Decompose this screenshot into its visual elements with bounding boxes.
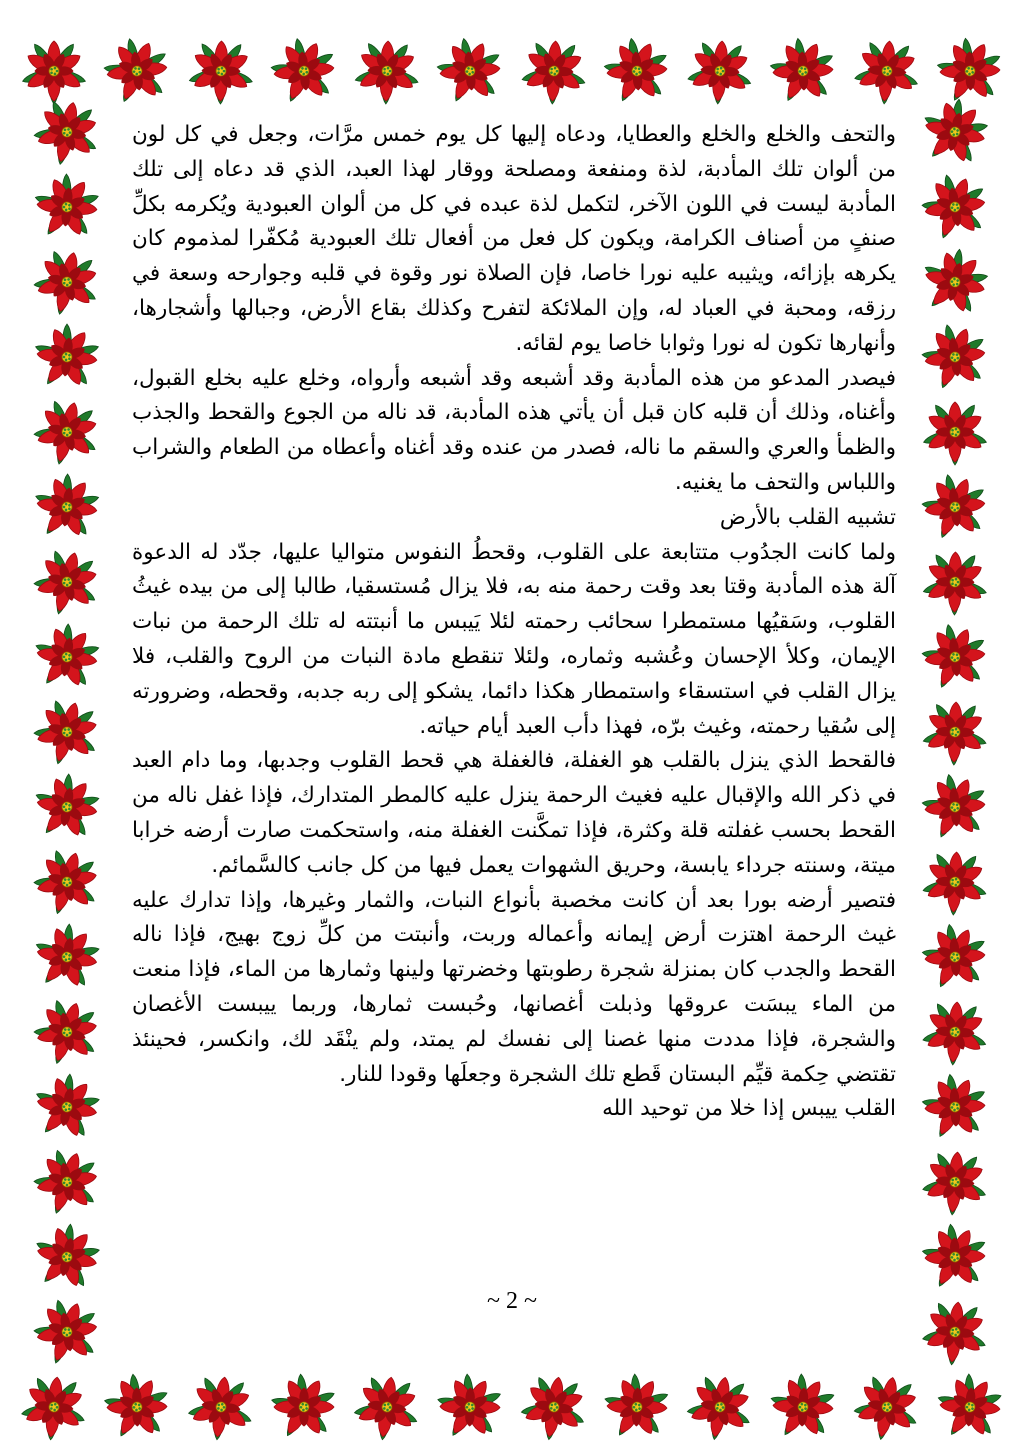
poinsettia-icon	[767, 35, 839, 107]
poinsettia-icon	[919, 96, 991, 168]
poinsettia-icon	[185, 35, 257, 107]
poinsettia-icon	[919, 696, 991, 768]
poinsettia-icon	[31, 471, 103, 543]
paragraph: والتحف والخلع والخلع والعطايا، ودعاه إليها كل يوم خمس مرَّات، وجعل في كل لون من ألوان تلك المأدبة، لذة ومنفعة ومصلحة ووقار لهذا العبد، الذي قد دعاه إلى تلك المأدبة ليست في اللون الآخر، لتكمل لذة عبده في كل من ألوان العبودية ويُكرمه بكلِّ صنفٍ من أصناف الكرامة، ويكون كل فعل من أفعال تلك العبودية مُكفّرا لمذموم كان يكرهه بإزائه، ويثيبه عليه نورا خاصا، فإن الصلاة نور وقوة في قلبه وجوارحه وسعة في رزقه، ومحبة في العباد له، وإن الملائكة لتفرح وكذلك بقاع الأرض، وجبالها وأشجارها، وأنهارها تكون له نورا وثوابا خاصا يوم لقائه.	[132, 122, 896, 356]
poinsettia-icon	[919, 171, 991, 243]
poinsettia-icon	[919, 846, 991, 918]
poinsettia-icon	[919, 1221, 991, 1293]
poinsettia-icon	[31, 321, 103, 393]
poinsettia-icon	[919, 396, 991, 468]
poinsettia-icon	[934, 1371, 1006, 1443]
page-number: ~ 2 ~	[487, 1288, 537, 1314]
poinsettia-icon	[101, 1371, 173, 1443]
bottom-border	[18, 1370, 1006, 1444]
poinsettia-icon	[919, 471, 991, 543]
top-border	[18, 34, 1006, 108]
poinsettia-icon	[31, 1071, 103, 1143]
paragraph: فتصير أرضه بورا بعد أن كانت مخصبة بأنواع النبات، والثمار وغيرها، وإذا تدارك عليه غيث الرحمة اهتزت أرض إيمانه وأعماله وربت، وأنبتت من كلِّ زوج بهيج، فإذا ناله القحط والجدب كان بمنزلة شجرة رطوبتها وخضرتها ولينها وثمارها من الماء، فإذا منعت من الماء يبسَت عروقها وذبلت أغصانها، وحُبست ثمارها، وربما ييبست الأغصان والشجرة، فإذا مددت منها غصنا إلى نفسك لم يمتد، ولم ينْقَد لك، وانكسر، فحينئذ تقتضي حِكمة قيِّم البستان قَطع تلك الشجرة وجعلَها وقودا للنار.	[132, 887, 896, 1087]
poinsettia-icon	[101, 35, 173, 107]
poinsettia-icon	[31, 546, 103, 618]
poinsettia-icon	[851, 35, 923, 107]
poinsettia-icon	[31, 1221, 103, 1293]
left-border	[30, 96, 104, 1368]
poinsettia-icon	[919, 621, 991, 693]
poinsettia-icon	[601, 35, 673, 107]
poinsettia-icon	[31, 621, 103, 693]
paragraph: ولما كانت الجدُوب متتابعة على القلوب، وقحطُ النفوس متواليا عليها، جدّد له الدعوة آلة هذه المأدبة وقتا بعد وقت رحمة منه به، فلا يزال مُستسقيا، طالبا إلى من بيده غيثُ القلوب، وسَقيُها مستمطرا سحائب رحمته لئلا يَيبس ما أنبتته له تلك الرحمة من نبات الإيمان، وكلأ الإحسان وعُشبه وثماره، ولئلا تنقطع مادة النبات من الروح والقلب، فلا يزال القلب في استسقاء واستمطار هكذا دائما، يشكو إلى ربه جدبه، وقحطه، وضرورته إلى سُقيا رحمته، وغيث برّه، فهذا دأب العبد أيام حياته.	[132, 539, 896, 739]
poinsettia-icon	[518, 1371, 590, 1443]
poinsettia-icon	[919, 1071, 991, 1143]
poinsettia-icon	[351, 35, 423, 107]
poinsettia-icon	[31, 171, 103, 243]
poinsettia-icon	[268, 1371, 340, 1443]
right-border	[918, 96, 992, 1368]
paragraph: فالقحط الذي ينزل بالقلب هو الغفلة، فالغفلة هي قحط القلوب وجدبها، وما دام العبد في ذكر الله والإقبال عليه فغيث الرحمة ينزل عليه كالمطر المتدارك، فإذا غفل ناله من القحط بحسب غفلته قلة وكثرة، فإذا تمكَّنت الغفلة منه، واستحكمت صارت أرضه خرابا ميتة، وسنته جرداء يابسة، وحريق الشهوات يعمل فيها من كل جانب كالسَّمائم.	[132, 748, 896, 878]
poinsettia-icon	[268, 35, 340, 107]
poinsettia-icon	[919, 1146, 991, 1218]
poinsettia-icon	[31, 246, 103, 318]
poinsettia-icon	[434, 35, 506, 107]
poinsettia-icon	[434, 1371, 506, 1443]
poinsettia-icon	[31, 996, 103, 1068]
poinsettia-icon	[518, 35, 590, 107]
poinsettia-icon	[767, 1371, 839, 1443]
poinsettia-icon	[851, 1371, 923, 1443]
section-heading: القلب ييبس إذا خلا من توحيد الله	[602, 1096, 896, 1122]
poinsettia-icon	[31, 1296, 103, 1368]
section-heading: تشبيه القلب بالأرض	[719, 504, 896, 530]
poinsettia-icon	[31, 1146, 103, 1218]
body-text	[132, 118, 896, 1338]
poinsettia-icon	[684, 1371, 756, 1443]
poinsettia-icon	[185, 1371, 257, 1443]
poinsettia-icon	[18, 1371, 90, 1443]
poinsettia-icon	[919, 321, 991, 393]
poinsettia-icon	[31, 846, 103, 918]
poinsettia-icon	[31, 771, 103, 843]
poinsettia-icon	[919, 996, 991, 1068]
poinsettia-icon	[31, 96, 103, 168]
poinsettia-icon	[919, 246, 991, 318]
poinsettia-icon	[919, 1296, 991, 1368]
poinsettia-icon	[919, 921, 991, 993]
poinsettia-icon	[31, 396, 103, 468]
poinsettia-icon	[31, 921, 103, 993]
poinsettia-icon	[351, 1371, 423, 1443]
poinsettia-icon	[919, 546, 991, 618]
poinsettia-icon	[601, 1371, 673, 1443]
poinsettia-icon	[31, 696, 103, 768]
poinsettia-icon	[919, 771, 991, 843]
paragraph: فيصدر المدعو من هذه المأدبة وقد أشبعه وقد أشبعه وأرواه، وخلع عليه بخلع القبول، وأغناه، وذلك أن قلبه كان قبل أن يأتي هذه المأدبة، قد ناله من الجوع والقحط والجذب والظمأ والعري والسقم ما ناله، فصدر من عنده وقد أغناه وأعطاه من الطعام والشراب واللباس والتحف ما يغنيه.	[132, 365, 896, 495]
poinsettia-icon	[684, 35, 756, 107]
